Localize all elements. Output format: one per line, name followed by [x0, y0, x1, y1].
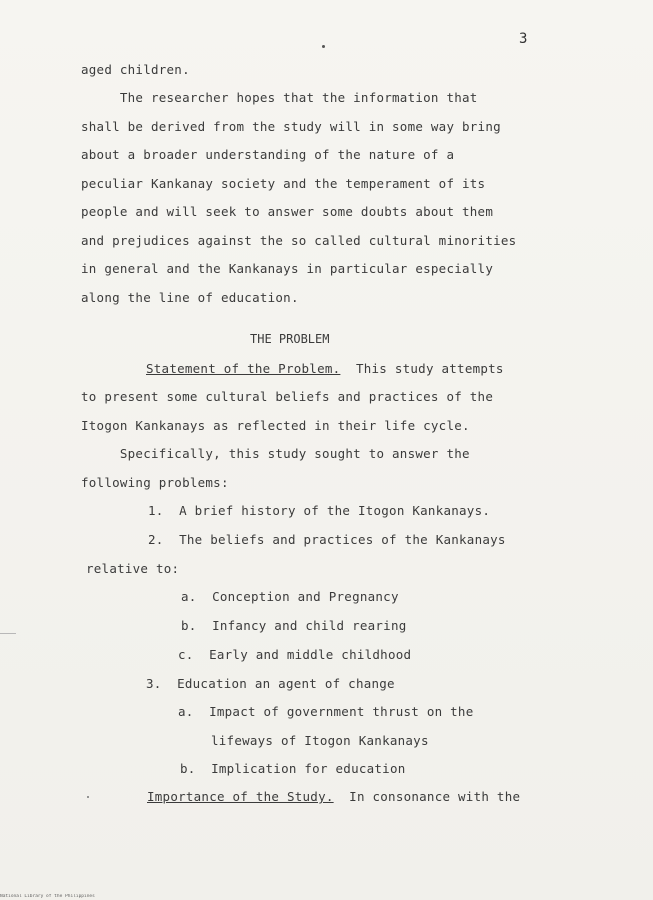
text-line-3: shall be derived from the study will in some way bring — [81, 119, 501, 134]
text-line-9: along the line of education. — [81, 290, 299, 305]
text-line-4: about a broader understanding of the nature of a — [81, 147, 455, 162]
problem-item-3: 3. Education an agent of change — [146, 676, 395, 691]
scan-artifact-line — [0, 633, 16, 634]
statement-rest: This study attempts — [340, 361, 504, 376]
text-line-6: people and will seek to answer some doubts about them — [81, 204, 494, 219]
subitem-3a-continuation: lifeways of Itogon Kankanays — [211, 733, 429, 748]
section-heading: THE PROBLEM — [250, 332, 330, 346]
statement-line-1 — [146, 361, 504, 376]
problem-item-2-continuation: relative to: — [86, 561, 180, 576]
text-line-5: peculiar Kankanay society and the temperament of its — [81, 176, 486, 191]
text-line-2: The researcher hopes that the information that — [81, 90, 478, 105]
scan-footer: National Library of the Philippines — [0, 894, 95, 899]
text-line-8: in general and the Kankanays in particular especially — [81, 261, 494, 276]
text-line-7: and prejudices against the so called cultural minorities — [81, 233, 517, 248]
page-number: 3 — [519, 31, 528, 47]
ink-speck — [322, 45, 325, 48]
ink-speck — [87, 796, 89, 798]
specifically-line-2: following problems: — [81, 475, 229, 490]
importance-rest: In consonance with the — [333, 789, 521, 804]
subitem-2c: c. Early and middle childhood — [178, 647, 412, 662]
subitem-3a: a. Impact of government thrust on the — [178, 704, 474, 719]
text-line-1: aged children. — [81, 62, 190, 77]
problem-item-1: 1. A brief history of the Itogon Kankanays. — [148, 503, 491, 518]
subitem-2a: a. Conception and Pregnancy — [181, 589, 399, 604]
statement-title: Statement of the Problem. — [146, 361, 341, 376]
importance-line — [147, 789, 520, 804]
statement-line-3: Itogon Kankanays as reflected in their life cycle. — [81, 418, 470, 433]
importance-title: Importance of the Study. — [147, 789, 334, 804]
specifically-line-1: Specifically, this study sought to answer the — [81, 446, 470, 461]
subitem-3b: b. Implication for education — [180, 761, 406, 776]
subitem-2b: b. Infancy and child rearing — [181, 618, 407, 633]
problem-item-2: 2. The beliefs and practices of the Kankanays — [148, 532, 506, 547]
statement-line-2: to present some cultural beliefs and practices of the — [81, 389, 494, 404]
